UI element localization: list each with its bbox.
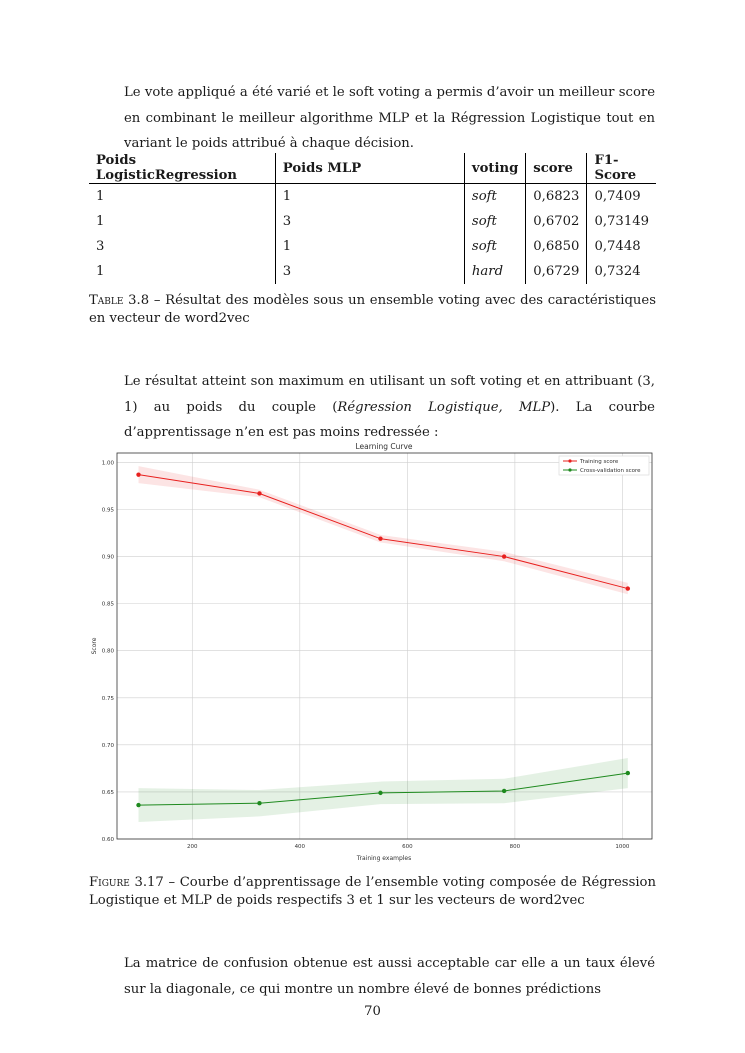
cell-poids-mlp: 3 (275, 209, 464, 234)
point-series-0 (378, 536, 382, 540)
cell-poids-lr: 1 (96, 189, 105, 204)
cell-voting: soft (464, 234, 525, 259)
y-tick-label: 0.85 (101, 601, 114, 608)
y-tick-label: 0.60 (101, 837, 114, 843)
result-paragraph-couple: Régression Logistique, MLP (337, 399, 551, 415)
chart-title: Learning Curve (355, 442, 413, 451)
legend-label-training: Training score (580, 459, 619, 465)
cell-score: 0,6702 (526, 209, 587, 234)
figure-caption-text: – Courbe d’apprentissage de l’ensemble voting composée de Régression Logistique et MLP de poids respectifs 3 et 1 sur les vecteurs de word2vec (89, 875, 656, 908)
legend-marker-training (568, 459, 571, 462)
cell-voting: soft (464, 209, 525, 234)
table-caption-label: Table 3.8 (89, 293, 150, 308)
cell-poids-mlp: 1 (275, 234, 464, 259)
y-tick-label: 0.65 (101, 789, 114, 796)
y-tick-label: 0.95 (101, 507, 114, 514)
point-series-0 (626, 586, 630, 590)
cell-poids-mlp: 1 (275, 184, 464, 210)
y-tick-label: 0.75 (101, 695, 114, 702)
cell-score: 0,6850 (526, 234, 587, 259)
legend-marker-cv (568, 468, 571, 471)
table-header-row (89, 153, 656, 184)
cell-score: 0,6729 (526, 259, 587, 284)
point-series-1 (378, 791, 382, 795)
results-table (89, 153, 656, 284)
point-series-1 (257, 801, 261, 805)
y-tick-labels (102, 460, 115, 843)
cell-voting: hard (464, 259, 525, 284)
x-tick-label: 200 (187, 844, 198, 850)
intro-paragraph: Le vote appliqué a été varié et le soft voting a permis d’avoir un meilleur score en combinant le meilleur algorithme MLP et la Régression Logistique tout en variant le poids attribué à chaque décision. (124, 85, 655, 152)
confidence-bands (139, 466, 628, 822)
cell-f1-score: 0,7324 (587, 259, 656, 284)
x-tick-label: 1000 (615, 844, 630, 850)
cell-score: 0,6823 (526, 184, 587, 210)
cell-voting: soft (464, 184, 525, 210)
point-series-0 (257, 491, 261, 495)
header-poids-mlp: Poids MLP (275, 153, 464, 184)
point-series-0 (136, 472, 140, 476)
header-voting: voting (464, 153, 525, 184)
table-caption (89, 292, 656, 328)
learning-curve-chart (87, 437, 657, 865)
y-axis-label: Score (91, 637, 98, 655)
table-row (89, 184, 656, 210)
series-points (136, 472, 630, 807)
figure-caption (89, 874, 656, 910)
table-caption-text: – Résultat des modèles sous un ensemble voting avec des caractéristiques en vecteur de word2vec (89, 293, 656, 326)
cell-f1-score: 0,7448 (587, 234, 656, 259)
result-paragraph (124, 369, 655, 446)
series-lines (139, 475, 628, 805)
cell-poids-mlp: 3 (275, 259, 464, 284)
y-tick-label: 0.70 (101, 742, 114, 749)
x-tick-label: 600 (402, 844, 413, 850)
cell-poids-lr: 1 (96, 214, 105, 229)
page-number: 70 (364, 1004, 381, 1019)
y-tick-label: 0.80 (101, 648, 114, 655)
x-tick-label: 400 (294, 844, 306, 850)
y-tick-label: 0.90 (101, 554, 114, 561)
band-series-1 (139, 758, 628, 822)
y-tick-label: 1.00 (101, 460, 114, 467)
table-row (89, 234, 656, 259)
header-poids-lr: Poids LogisticRegression (89, 153, 275, 184)
point-series-0 (502, 554, 506, 558)
figure-caption-label: Figure 3.17 (89, 875, 164, 890)
point-series-1 (502, 789, 506, 793)
band-series-0 (139, 466, 628, 594)
cell-f1-score: 0,7409 (587, 184, 656, 210)
confusion-paragraph: La matrice de confusion obtenue est aussi acceptable car elle a un taux élevé sur la diagonale, ce qui montre un nombre élevé de bonnes prédictions (124, 956, 655, 997)
table-row (89, 209, 656, 234)
table-row (89, 259, 656, 284)
x-tick-label: 800 (509, 844, 521, 850)
header-score: score (526, 153, 587, 184)
result-paragraph-part2: ). La courbe d’apprentissage n’en est pas moins redressée : (124, 399, 655, 441)
cell-poids-lr: 3 (96, 239, 105, 254)
x-tick-labels (187, 844, 630, 850)
chart-legend (559, 456, 649, 475)
result-paragraph-part1: Le résultat atteint son maximum en utilisant un soft voting et en attribuant (3, 1) au poids du couple ( (124, 374, 655, 415)
point-series-1 (626, 771, 630, 775)
x-axis-label: Training examples (356, 855, 412, 862)
legend-label-cv: Cross-validation score (580, 468, 641, 474)
cell-f1-score: 0,73149 (587, 209, 656, 234)
header-f1-score: F1-Score (587, 153, 656, 184)
point-series-1 (136, 803, 140, 807)
cell-poids-lr: 1 (96, 264, 105, 279)
